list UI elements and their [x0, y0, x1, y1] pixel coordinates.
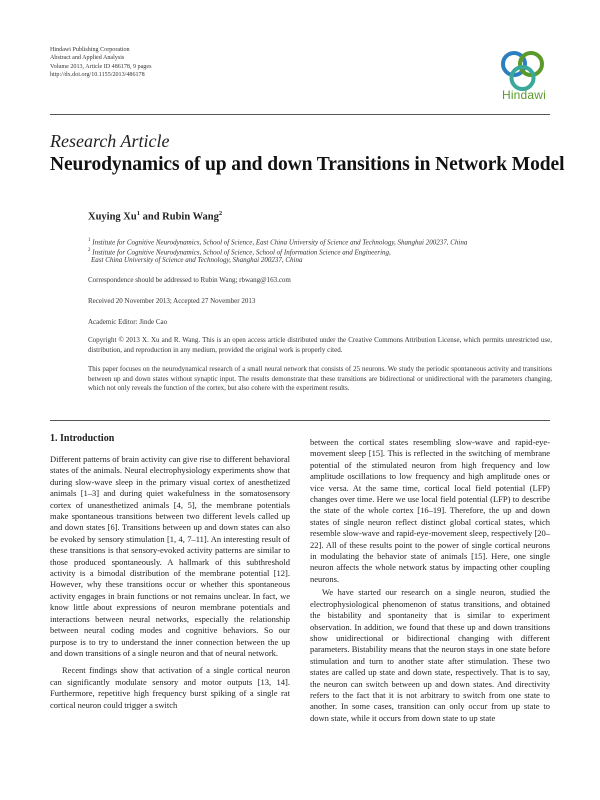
affiliation: $^1$ Institute for Cognitive Neurodynamics, School of Science, East China University of Science and Technology, Shanghai 200237, China: [88, 238, 468, 247]
publisher: Hindawi Publishing Corporation: [50, 47, 130, 53]
author-affiliation-mark: 2: [218, 210, 223, 217]
body-paragraph: Recent findings show that activation of a single cortical neuron can significantly modulate sensory and motor outputs [13, 14]. Furthermore, repetitive high frequency burst spiking of a single rat cortical neuron could trigger a switch: [50, 665, 290, 710]
author-affiliation-mark: 1: [136, 210, 140, 217]
article-type: Research Article: [50, 131, 170, 151]
right-column: [310, 437, 550, 724]
section-heading: 1. Introduction: [50, 433, 115, 444]
copyright-notice: Copyright © 2013 X. Xu and R. Wang. This is an open access article distributed under the Creative Commons Attribution License, which permits unrestricted use, distribution, and reproduction in any medium, provided the original work is properly cited.: [88, 336, 552, 354]
author-conjunction: and: [139, 211, 163, 223]
received-accepted-dates: Received 20 November 2013; Accepted 27 November 2013: [88, 297, 256, 305]
affiliation: $^2$ Institute for Cognitive Neurodynamics, School of Science, School of Information Science and Engineering,: [88, 248, 391, 257]
affiliation: East China University of Science and Technology, Shanghai 200237, China: [91, 256, 303, 264]
abstract: This paper focuses on the neurodynamical research of a small neural network that consists of 25 neurons. We study the periodic spontaneous activity and transitions between up and down states without synaptic input. The results demonstrate that these transitions are bidirectional or unidirectional with the parameters changing, which not only reveals the function of the cortex, but also cohere with the experiment results.: [88, 365, 552, 393]
author-list: [88, 210, 222, 223]
body-paragraph: between the cortical states resembling slow-wave and rapid-eye-movement sleep [15]. This is reflected in the switching of membrane potential of the stimulated neuron from high frequency and low amplitude oscillations to low frequency and high amplitude ones or vice versa. At the same time, cortical local field potential (LFP) changes over time. Here we use local field potential (LFP) to describe the state of the whole cortex [16–19]. Therefore, the up and down states of single neuron reflect distinct global cortical states, which resemble slow-wave and rapid-eye-movement sleep, respectively [20–22]. All of these results point to the power of single cortical neurons in modulating the behavior state of animals [15]. Here, one single neuron affects the whole network status by impacting other coupling neurons.: [310, 437, 550, 584]
abstract-divider: [50, 420, 550, 421]
academic-editor: Academic Editor: Jinde Cao: [88, 318, 168, 326]
paper-title: Neurodynamics of up and down Transitions in Network Model: [50, 154, 565, 175]
hindawi-logo-text: Hindawi: [501, 88, 547, 102]
doi-link[interactable]: http://dx.doi.org/10.1155/2013/486178: [50, 72, 145, 79]
header-block: [50, 46, 151, 80]
left-column: [50, 454, 290, 711]
author-name: Xuying Xu: [88, 211, 137, 223]
author-name: Rubin Wang: [162, 211, 219, 223]
correspondence: Correspondence should be addressed to Rubin Wang; rbwang@163.com: [88, 276, 291, 284]
header-divider: [50, 114, 550, 115]
volume-info: Volume 2013, Article ID 486178, 9 pages: [50, 63, 152, 70]
body-paragraph: Different patterns of brain activity can give rise to different behavioral states of the animals. Neural electrophysiology experiments show that during slow-wave sleep in the primary visual cortex of anesthetized animals [1–3] and during quiet wakefulness in the somatosensory cortex of unanesthetized animals [4, 5], the membrane potentials make spontaneous transitions between two different levels called up and down states [6]. Transitions between up and down states can also be evoked by sensory stimulation [1, 4, 7–11]. An interesting result of these transitions is that sensory-evoked activity patterns are similar to those produced spontaneously. A hallmark of this subthreshold activity is a bimodal distribution of the membrane potential [12]. However, why these transitions occur or whether this spontaneous activity engages in brain functions or not remains unclear. In fact, we know little about expressions of neuron membrane potentials and interactions between neural networks, especially the relationship between neural coding modes and cognitive behaviors. So our purpose is to try to understand the inner connection between the up and down transitions of a single neuron and that of neural network.: [50, 454, 290, 658]
journal-name: Abstract and Applied Analysis: [50, 55, 125, 62]
body-paragraph: We have started our research on a single neuron, studied the electrophysiological phenomenon of status transitions, and obtained the bistability and spontaneity that is similar to experiment observation. In addition, we found that these up and down transitions show unidirectional or bidirectional changing with different parameters. Bistability means that the neuron stays in one state before stimulation and turn to another state after stimulation. These two states are called up state and down state, respectively. That is to say, the neuron can switch between up and down states. And directivity refers to the fact that it is not arbitrary to switch from one state to another. In some cases, transition can only occur from up state to down state, while it occurs from down state to up state: [310, 587, 550, 723]
